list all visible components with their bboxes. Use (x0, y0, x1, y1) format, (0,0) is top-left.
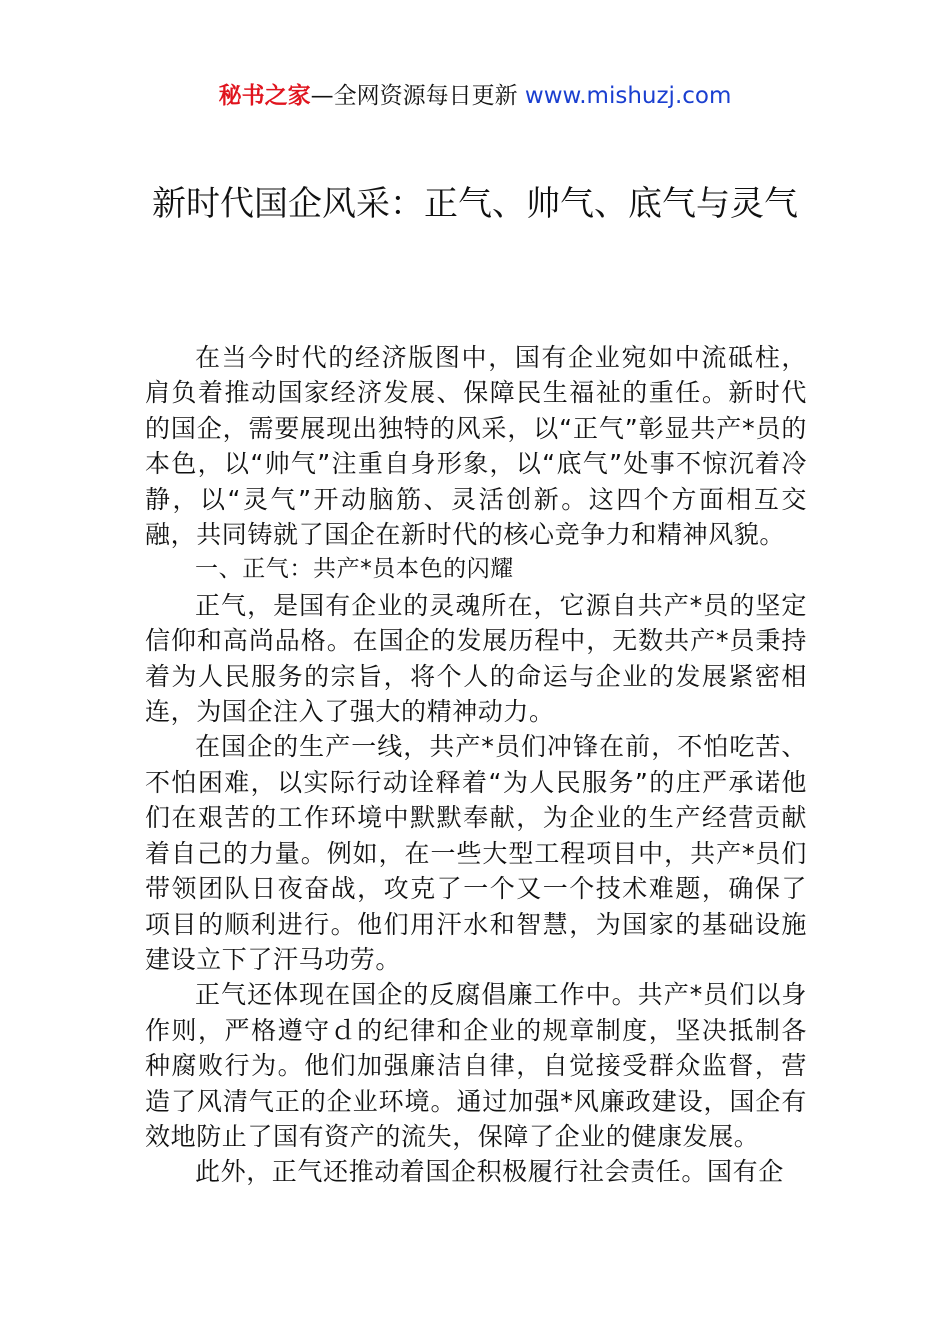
site-header (0, 80, 950, 112)
site-url[interactable]: www.mishuzj.com (524, 83, 732, 109)
document-title: 新时代国企风采：正气、帅气、底气与灵气 (152, 184, 798, 224)
paragraph: 此外，正气还推动着国企积极履行社会责任。国有企 (195, 1157, 784, 1187)
brand-name: 秘书之家 (218, 83, 311, 109)
document-body (145, 340, 807, 1190)
paragraph: 正气还体现在国企的反腐倡廉工作中。共产*员们以身作则，严格遵守ｄ的纪律和企业的规章制度，坚决抵制各种腐败行为。他们加强廉洁自律，自觉接受群众监督，营造了风清气正的企业环境。通过加强*风廉政建设，国企有效地防止了国有资产的流失，保障了企业的健康发展。 (145, 980, 807, 1151)
section-heading: 一、正气：共产*员本色的闪耀 (195, 556, 514, 583)
paragraph-intro: 在当今时代的经济版图中，国有企业宛如中流砥柱，肩负着推动国家经济发展、保障民生福祉的重任。新时代的国企，需要展现出独特的风采，以“正气”彰显共产*员的本色，以“帅气”注重自身形象，以“底气”处事不惊沉着冷静，以“灵气”开动脑筋、灵活创新。这四个方面相互交融，共同铸就了国企在新时代的核心竞争力和精神风貌。 (145, 343, 807, 550)
header-tagline: —全网资源每日更新 (310, 83, 525, 109)
paragraph: 在国企的生产一线，共产*员们冲锋在前，不怕吃苦、不怕困难，以实际行动诠释着“为人民服务”的庄严承诺他们在艰苦的工作环境中默默奉献，为企业的生产经营贡献着自己的力量。例如，在一些大型工程项目中，共产*员们带领团队日夜奋战，攻克了一个又一个技术难题，确保了项目的顺利进行。他们用汗水和智慧，为国家的基础设施建设立下了汗马功劳。 (145, 732, 807, 974)
paragraph: 正气，是国有企业的灵魂所在，它源自共产*员的坚定信仰和高尚品格。在国企的发展历程中，无数共产*员秉持着为人民服务的宗旨，将个人的命运与企业的发展紧密相连，为国企注入了强大的精神动力。 (145, 590, 807, 727)
